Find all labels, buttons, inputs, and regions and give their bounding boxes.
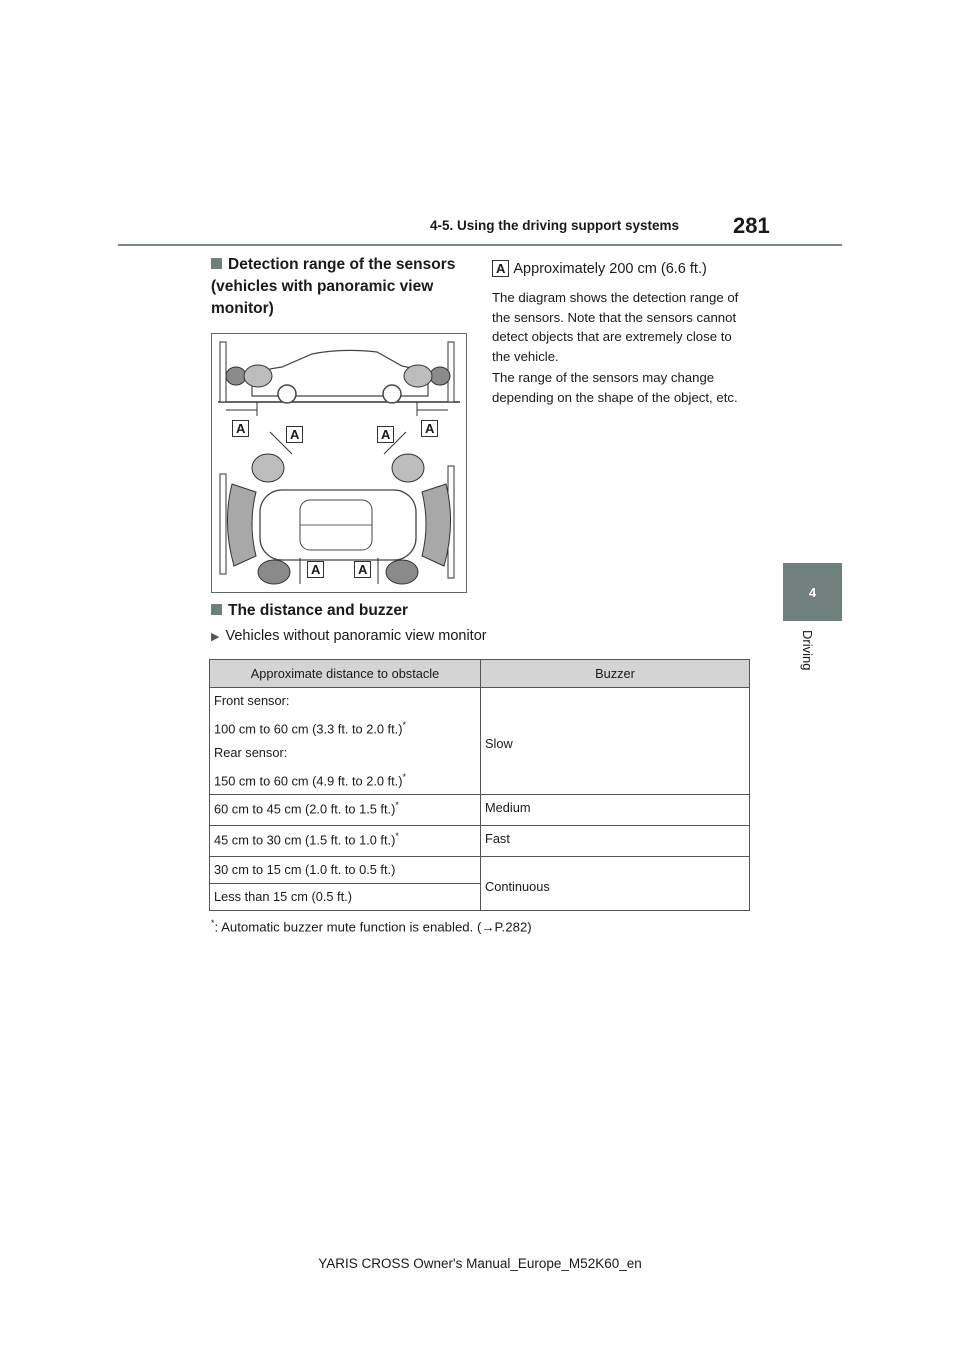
detection-paragraph-1: The diagram shows the detection range of the sensors. Note that the sensors cannot detect objects that are extremely close to the vehicle. [492, 290, 739, 364]
diagram-label-a: A [421, 420, 438, 437]
table-cell: Continuous [481, 857, 750, 911]
footnote: *: Automatic buzzer mute function is enabled. (→P.282) [211, 918, 532, 935]
badge-legend: A Approximately 200 cm (6.6 ft.) [492, 260, 752, 280]
vehicle-sensor-illustration [212, 334, 466, 592]
table-row [210, 826, 750, 857]
square-bullet-icon [211, 258, 222, 269]
column-header: Approximate distance to obstacle [210, 660, 481, 688]
diagram-label-a: A [286, 426, 303, 443]
detection-paragraph-2: The range of the sensors may change depending on the shape of the object, etc. [492, 370, 738, 405]
manual-footer: YARIS CROSS Owner's Manual_Europe_M52K60_en [318, 1256, 642, 1271]
table-row [210, 795, 750, 826]
square-bullet-icon [211, 604, 222, 615]
triangle-bullet-icon: ▶ [211, 631, 220, 643]
sensor-range-diagram [211, 333, 467, 593]
label-a-badge: A [492, 260, 509, 277]
table-cell: Medium [481, 795, 750, 826]
table-cell: 30 cm to 15 cm (1.0 ft. to 0.5 ft.) [210, 857, 481, 884]
detection-heading: Detection range of the sensors (vehicles with panoramic view monitor) [211, 256, 456, 317]
section-title: 4-5. Using the driving support systems [430, 218, 680, 233]
chapter-tab: 4 [783, 563, 842, 621]
header-divider [118, 244, 842, 246]
diagram-label-a: A [354, 561, 371, 578]
table-row [210, 857, 750, 884]
column-header: Buzzer [481, 660, 750, 688]
diagram-label-a: A [232, 420, 249, 437]
distance-buzzer-table [209, 659, 750, 911]
table-cell: Front sensor: 100 cm to 60 cm (3.3 ft. to 2.0 ft.)* Rear sensor: 150 cm to 60 cm (4.9 ft. to 2.0 ft.)* [210, 688, 481, 795]
buzzer-heading: The distance and buzzer [211, 600, 408, 622]
table-header-row [210, 660, 750, 688]
diagram-label-a: A [307, 561, 324, 578]
table-cell: Fast [481, 826, 750, 857]
diagram-label-a: A [377, 426, 394, 443]
table-cell: 60 cm to 45 cm (2.0 ft. to 1.5 ft.)* [210, 795, 481, 826]
page-number: 281 [733, 213, 770, 238]
vehicle-type-subheading: ▶ Vehicles without panoramic view monitor [211, 628, 487, 644]
table-cell: 45 cm to 30 cm (1.5 ft. to 1.0 ft.)* [210, 826, 481, 857]
table-cell: Less than 15 cm (0.5 ft.) [210, 884, 481, 911]
chapter-label: Driving [800, 630, 815, 671]
table-row [210, 688, 750, 795]
table-cell: Slow [481, 688, 750, 795]
